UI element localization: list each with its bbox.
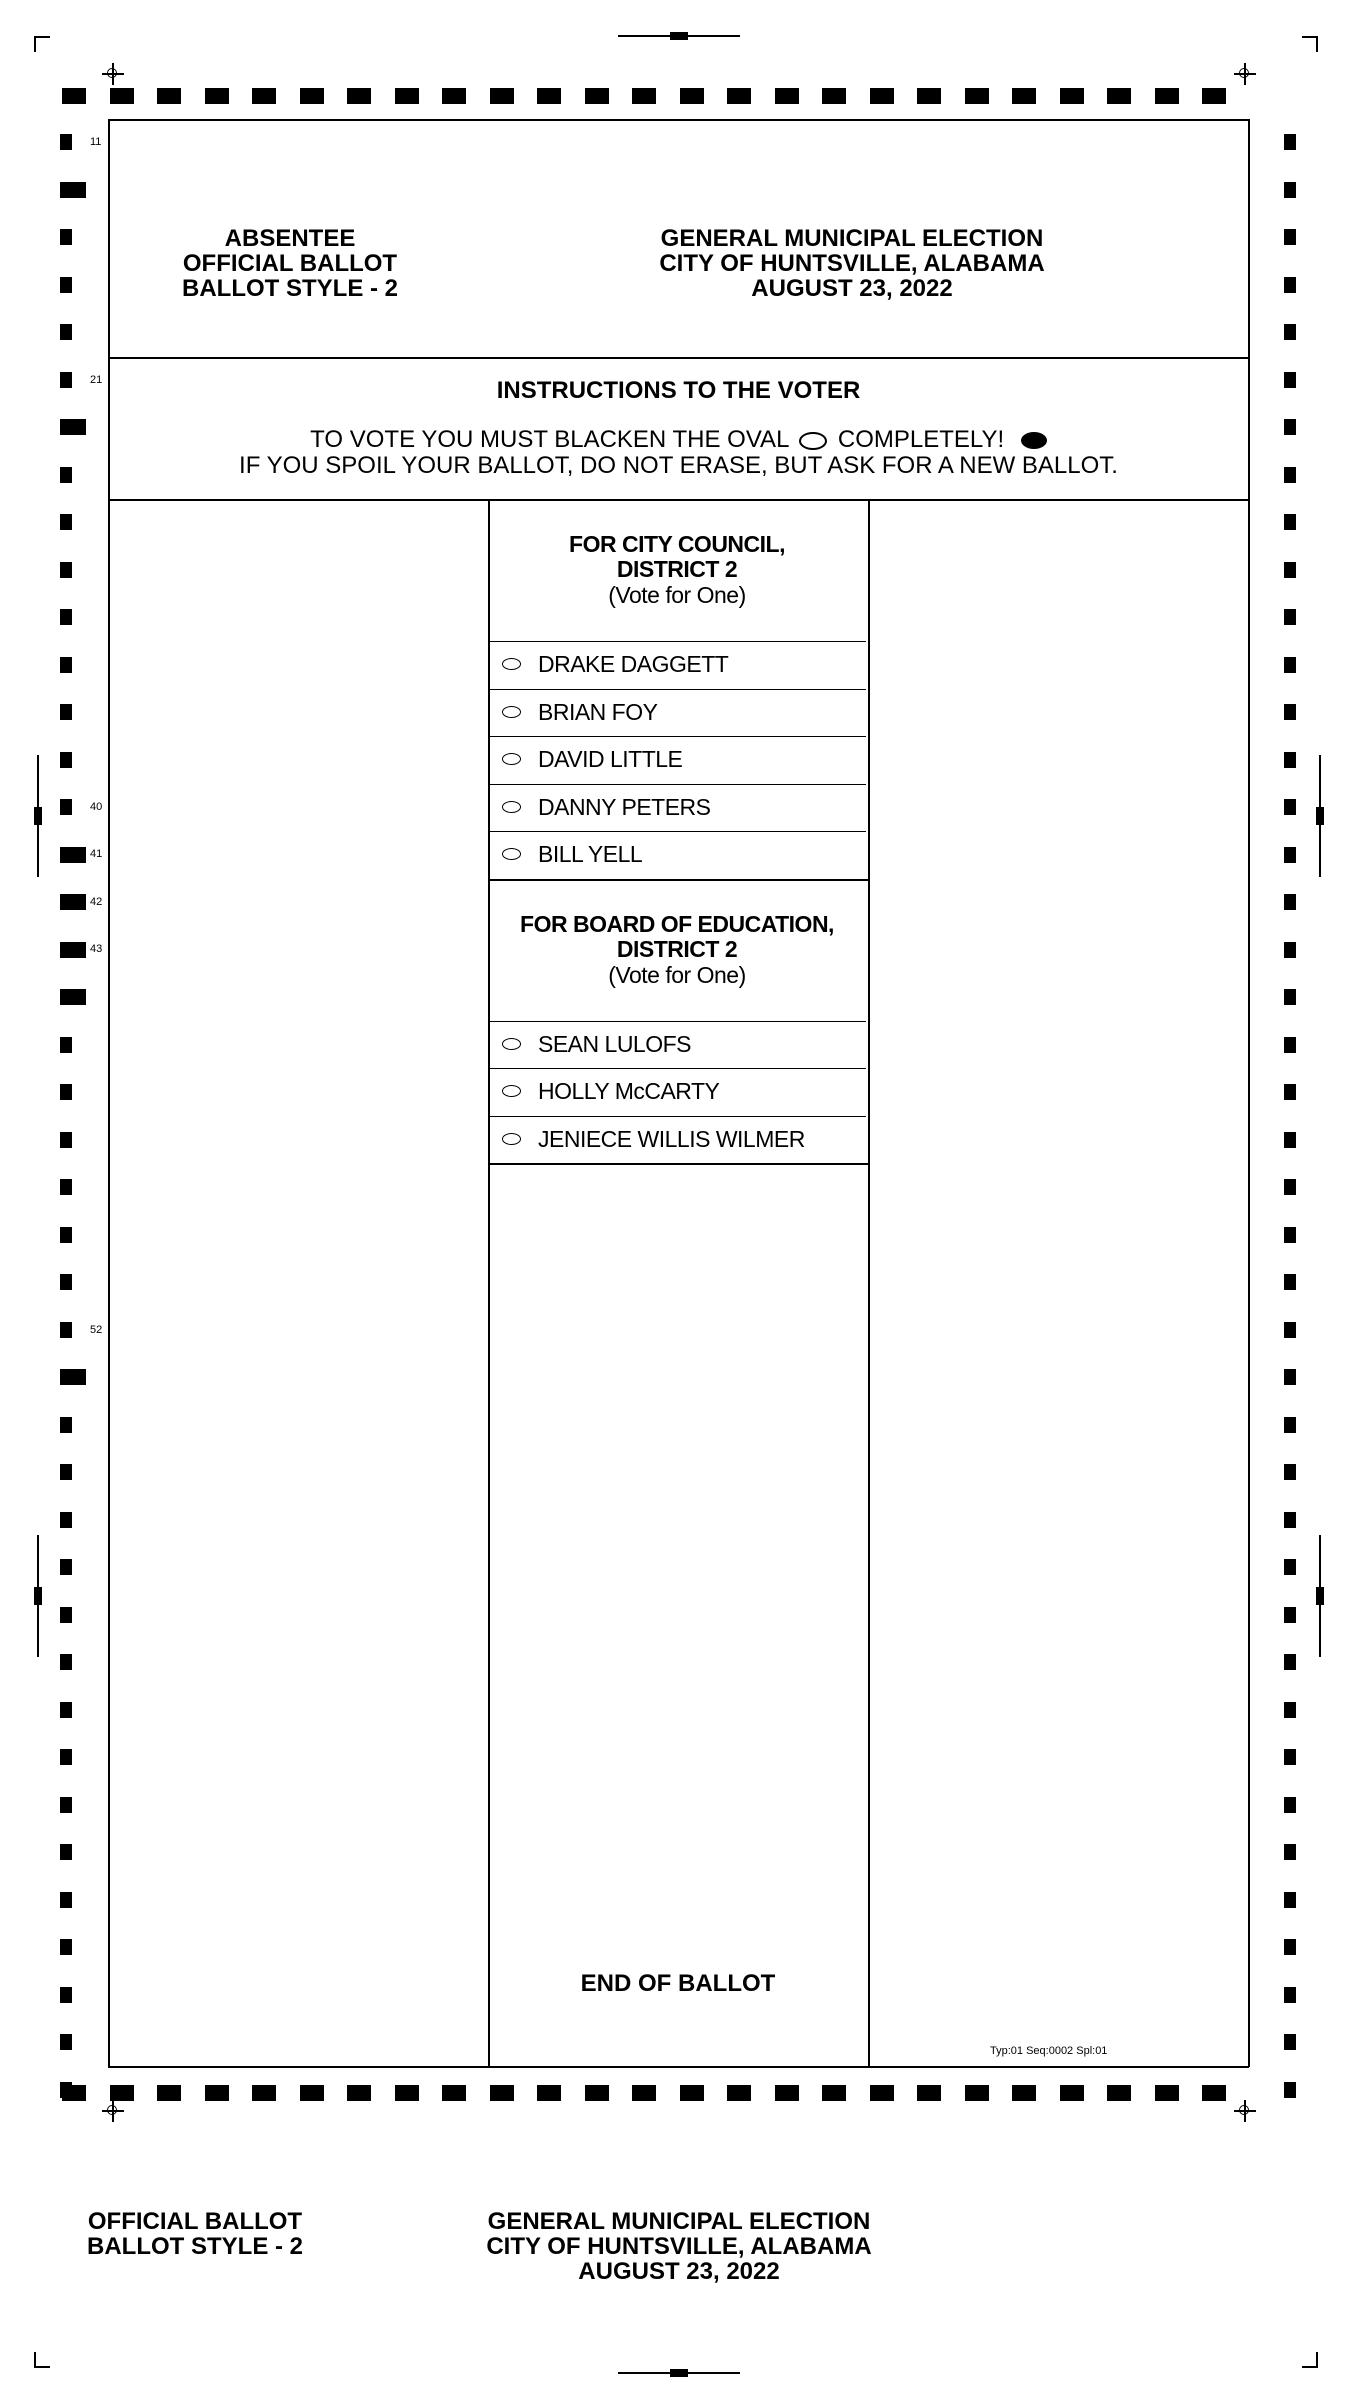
candidate-option[interactable] [488, 1116, 866, 1163]
timing-mark-left-long [60, 942, 86, 958]
timing-mark-left [60, 1559, 72, 1575]
instructions-line-1-end: COMPLETELY! [837, 426, 1005, 453]
timing-mark-left [60, 1654, 72, 1670]
candidate-name: DRAKE DAGGETT [538, 651, 729, 677]
timing-mark-right [1284, 1084, 1296, 1100]
timing-mark-bottom [205, 2085, 229, 2101]
timing-mark-top [347, 88, 371, 104]
instructions-line-1 [108, 427, 1249, 453]
contest-divider [488, 1163, 868, 1165]
timing-mark-left [60, 1274, 72, 1290]
ballot-header-left [140, 226, 440, 301]
timing-mark-left-long [60, 1369, 86, 1385]
timing-mark-right [1284, 229, 1296, 245]
timing-mark-bottom [585, 2085, 609, 2101]
timing-mark-left [60, 134, 72, 150]
timing-mark-bottom [347, 2085, 371, 2101]
candidate-option[interactable] [488, 736, 866, 783]
ballot-frame-top [108, 119, 1249, 121]
bottom-center-mark-block [670, 2369, 688, 2377]
candidate-option[interactable] [488, 1021, 866, 1068]
timing-mark-right [1284, 989, 1296, 1005]
row-number-43: 43 [90, 943, 103, 955]
timing-mark-bottom [490, 2085, 514, 2101]
timing-mark-bottom [1202, 2085, 1226, 2101]
vote-oval[interactable] [502, 801, 521, 813]
timing-mark-right [1284, 1179, 1296, 1195]
timing-mark-top [62, 88, 86, 104]
timing-mark-left [60, 2082, 72, 2098]
timing-mark-right [1284, 1654, 1296, 1670]
timing-mark-bottom [822, 2085, 846, 2101]
stub-date: AUGUST 23, 2022 [578, 2258, 780, 2285]
stub-right [430, 2209, 928, 2284]
vote-oval[interactable] [502, 1038, 521, 1050]
timing-mark-top [157, 88, 181, 104]
timing-mark-bottom [917, 2085, 941, 2101]
registration-mark-top-left [102, 63, 124, 85]
timing-mark-left [60, 1037, 72, 1053]
timing-mark-top [680, 88, 704, 104]
timing-mark-right [1284, 752, 1296, 768]
timing-mark-right [1284, 1559, 1296, 1575]
timing-mark-right [1284, 1037, 1296, 1053]
timing-mark-bottom [1155, 2085, 1179, 2101]
timing-mark-right [1284, 1892, 1296, 1908]
crop-mark-bottom-right [1302, 2352, 1318, 2368]
timing-mark-right [1284, 2082, 1296, 2098]
ballot-frame-right [1248, 119, 1250, 2067]
timing-mark-left-long [60, 894, 86, 910]
timing-mark-bottom [252, 2085, 276, 2101]
row-number-21: 21 [90, 374, 103, 386]
timing-mark-left [60, 229, 72, 245]
timing-mark-top [965, 88, 989, 104]
contest-city-council-vote-rule: (Vote for One) [608, 582, 746, 608]
header-official-ballot: OFFICIAL BALLOT [182, 250, 398, 277]
timing-mark-top [110, 88, 134, 104]
timing-mark-top [632, 88, 656, 104]
timing-mark-top [252, 88, 276, 104]
timing-mark-right [1284, 1607, 1296, 1623]
crop-mark-top-right [1302, 36, 1318, 52]
contest-board-of-education-vote-rule: (Vote for One) [608, 962, 746, 988]
timing-mark-top [1155, 88, 1179, 104]
timing-mark-left [60, 467, 72, 483]
timing-mark-right [1284, 1464, 1296, 1480]
candidate-option[interactable] [488, 641, 866, 688]
timing-mark-right [1284, 657, 1296, 673]
timing-mark-left [60, 657, 72, 673]
timing-mark-bottom [680, 2085, 704, 2101]
timing-mark-right [1284, 372, 1296, 388]
timing-mark-right [1284, 1797, 1296, 1813]
crop-mark-bottom-left [34, 2352, 50, 2368]
left-alignment-mark-2-block [34, 1587, 42, 1605]
vote-oval[interactable] [502, 706, 521, 718]
candidate-name: SEAN LULOFS [538, 1031, 691, 1057]
timing-mark-left [60, 2034, 72, 2050]
timing-mark-right [1284, 1987, 1296, 2003]
vote-oval[interactable] [502, 1133, 521, 1145]
timing-mark-top [300, 88, 324, 104]
ballot-frame-left [108, 119, 110, 2067]
timing-mark-right [1284, 1844, 1296, 1860]
right-alignment-mark-1-block [1316, 807, 1324, 825]
stub-city: CITY OF HUNTSVILLE, ALABAMA [486, 2233, 872, 2260]
timing-mark-left [60, 324, 72, 340]
timing-mark-right [1284, 847, 1296, 863]
timing-mark-left [60, 704, 72, 720]
row-number-52: 52 [90, 1324, 103, 1336]
instructions-line-1-start: TO VOTE YOU MUST BLACKEN THE OVAL [310, 426, 789, 453]
contest-divider [488, 879, 868, 881]
timing-mark-bottom [1012, 2085, 1036, 2101]
end-of-ballot-label: END OF BALLOT [580, 1970, 776, 1997]
header-election-name: GENERAL MUNICIPAL ELECTION [660, 225, 1044, 252]
registration-mark-top-right [1234, 63, 1256, 85]
timing-mark-bottom [537, 2085, 561, 2101]
candidate-name: DANNY PETERS [538, 794, 711, 820]
timing-mark-left [60, 1939, 72, 1955]
timing-mark-bottom [727, 2085, 751, 2101]
registration-mark-bottom-right [1234, 2100, 1256, 2122]
timing-mark-top [1012, 88, 1036, 104]
timing-mark-left [60, 1179, 72, 1195]
timing-mark-bottom [965, 2085, 989, 2101]
timing-mark-bottom [1060, 2085, 1084, 2101]
timing-mark-right [1284, 1749, 1296, 1765]
timing-mark-right [1284, 2034, 1296, 2050]
timing-mark-left [60, 609, 72, 625]
row-number-42: 42 [90, 896, 103, 908]
timing-mark-left [60, 1607, 72, 1623]
timing-mark-right [1284, 562, 1296, 578]
timing-mark-bottom [442, 2085, 466, 2101]
candidate-option[interactable] [488, 1068, 866, 1115]
timing-mark-bottom [157, 2085, 181, 2101]
contest-board-of-education-district: DISTRICT 2 [616, 936, 738, 962]
vote-oval[interactable] [502, 753, 521, 765]
candidate-name: JENIECE WILLIS WILMER [538, 1126, 805, 1152]
timing-mark-left [60, 799, 72, 815]
timing-mark-top [822, 88, 846, 104]
timing-mark-right [1284, 324, 1296, 340]
contest-city-council-district: DISTRICT 2 [616, 556, 738, 582]
timing-mark-left [60, 1417, 72, 1433]
timing-mark-right [1284, 467, 1296, 483]
timing-mark-right [1284, 894, 1296, 910]
timing-mark-left [60, 1702, 72, 1718]
timing-mark-right [1284, 799, 1296, 815]
right-alignment-mark-2-block [1316, 1587, 1324, 1605]
timing-mark-top [727, 88, 751, 104]
timing-mark-bottom [110, 2085, 134, 2101]
stub-election-name: GENERAL MUNICIPAL ELECTION [487, 2208, 871, 2235]
timing-mark-bottom [1107, 2085, 1131, 2101]
timing-mark-right [1284, 609, 1296, 625]
header-ballot-style: BALLOT STYLE - 2 [182, 275, 398, 302]
timing-mark-bottom [632, 2085, 656, 2101]
contest-city-council-title: FOR CITY COUNCIL, [569, 531, 785, 557]
contest-board-of-education-title: FOR BOARD OF EDUCATION, [520, 911, 834, 937]
vote-oval[interactable] [502, 1085, 521, 1097]
candidate-option[interactable] [488, 831, 866, 878]
timing-mark-top [1107, 88, 1131, 104]
timing-mark-right [1284, 942, 1296, 958]
column-divider-2 [868, 499, 870, 2067]
timing-mark-left [60, 1464, 72, 1480]
timing-mark-top [775, 88, 799, 104]
header-date: AUGUST 23, 2022 [751, 275, 953, 302]
timing-mark-bottom [870, 2085, 894, 2101]
timing-mark-left [60, 1084, 72, 1100]
timing-mark-left [60, 1227, 72, 1243]
filled-oval-icon [1021, 432, 1047, 449]
timing-mark-top [205, 88, 229, 104]
timing-mark-right [1284, 514, 1296, 530]
timing-mark-left [60, 277, 72, 293]
ballot-frame-bottom [108, 2066, 1249, 2068]
candidate-option[interactable] [488, 784, 866, 831]
header-city: CITY OF HUNTSVILLE, ALABAMA [659, 250, 1045, 277]
timing-mark-left [60, 1844, 72, 1860]
timing-mark-right [1284, 277, 1296, 293]
timing-mark-right [1284, 1417, 1296, 1433]
timing-mark-right [1284, 182, 1296, 198]
candidate-name: HOLLY McCARTY [538, 1078, 720, 1104]
timing-mark-top [585, 88, 609, 104]
timing-mark-left [60, 1322, 72, 1338]
timing-mark-left [60, 1512, 72, 1528]
timing-mark-left [60, 562, 72, 578]
timing-mark-top [490, 88, 514, 104]
timing-mark-top [537, 88, 561, 104]
vote-oval[interactable] [502, 848, 521, 860]
timing-mark-left [60, 372, 72, 388]
ballot-type-code: Typ:01 Seq:0002 Spl:01 [990, 2045, 1108, 2057]
row-number-40: 40 [90, 801, 103, 813]
timing-mark-right [1284, 1512, 1296, 1528]
contest-city-council-header [488, 532, 866, 608]
timing-mark-left [60, 1132, 72, 1148]
timing-mark-left [60, 1987, 72, 2003]
instructions-divider [108, 499, 1249, 501]
timing-mark-left [60, 1892, 72, 1908]
header-divider [108, 357, 1249, 359]
timing-mark-top [442, 88, 466, 104]
header-absentee: ABSENTEE [224, 225, 356, 252]
candidate-option[interactable] [488, 689, 866, 736]
instructions-line-2: IF YOU SPOIL YOUR BALLOT, DO NOT ERASE, BUT ASK FOR A NEW BALLOT. [239, 452, 1118, 479]
timing-mark-left [60, 1749, 72, 1765]
ballot-header-right [592, 226, 1112, 301]
candidate-name: DAVID LITTLE [538, 746, 683, 772]
timing-mark-left [60, 514, 72, 530]
timing-mark-right [1284, 419, 1296, 435]
timing-mark-bottom [395, 2085, 419, 2101]
timing-mark-right [1284, 1227, 1296, 1243]
timing-mark-left [60, 752, 72, 768]
stub-official-ballot: OFFICIAL BALLOT [87, 2208, 303, 2235]
stub-left [70, 2209, 320, 2259]
timing-mark-right [1284, 704, 1296, 720]
candidate-name: BRIAN FOY [538, 699, 658, 725]
vote-oval[interactable] [502, 658, 521, 670]
timing-mark-right [1284, 1939, 1296, 1955]
timing-mark-left-long [60, 182, 86, 198]
candidate-name: BILL YELL [538, 841, 643, 867]
row-number-41: 41 [90, 848, 103, 860]
top-center-mark-block [670, 32, 688, 40]
timing-mark-right [1284, 1369, 1296, 1385]
timing-mark-right [1284, 1702, 1296, 1718]
timing-mark-right [1284, 134, 1296, 150]
timing-mark-bottom [300, 2085, 324, 2101]
timing-mark-right [1284, 1274, 1296, 1290]
timing-mark-top [1060, 88, 1084, 104]
timing-mark-right [1284, 1132, 1296, 1148]
timing-mark-top [917, 88, 941, 104]
timing-mark-left-long [60, 419, 86, 435]
stub-ballot-style: BALLOT STYLE - 2 [87, 2233, 303, 2260]
timing-mark-left [60, 1797, 72, 1813]
contest-board-of-education-header [488, 912, 866, 988]
timing-mark-left-long [60, 989, 86, 1005]
timing-mark-bottom [775, 2085, 799, 2101]
crop-mark-top-left [34, 36, 50, 52]
instructions-title: INSTRUCTIONS TO THE VOTER [496, 377, 861, 404]
timing-mark-top [1202, 88, 1226, 104]
empty-oval-icon [799, 432, 827, 450]
left-alignment-mark-1-block [34, 807, 42, 825]
row-number-11: 11 [90, 136, 102, 148]
timing-mark-top [395, 88, 419, 104]
timing-mark-right [1284, 1322, 1296, 1338]
registration-mark-bottom-left [102, 2100, 124, 2122]
timing-mark-left-long [60, 847, 86, 863]
timing-mark-top [870, 88, 894, 104]
